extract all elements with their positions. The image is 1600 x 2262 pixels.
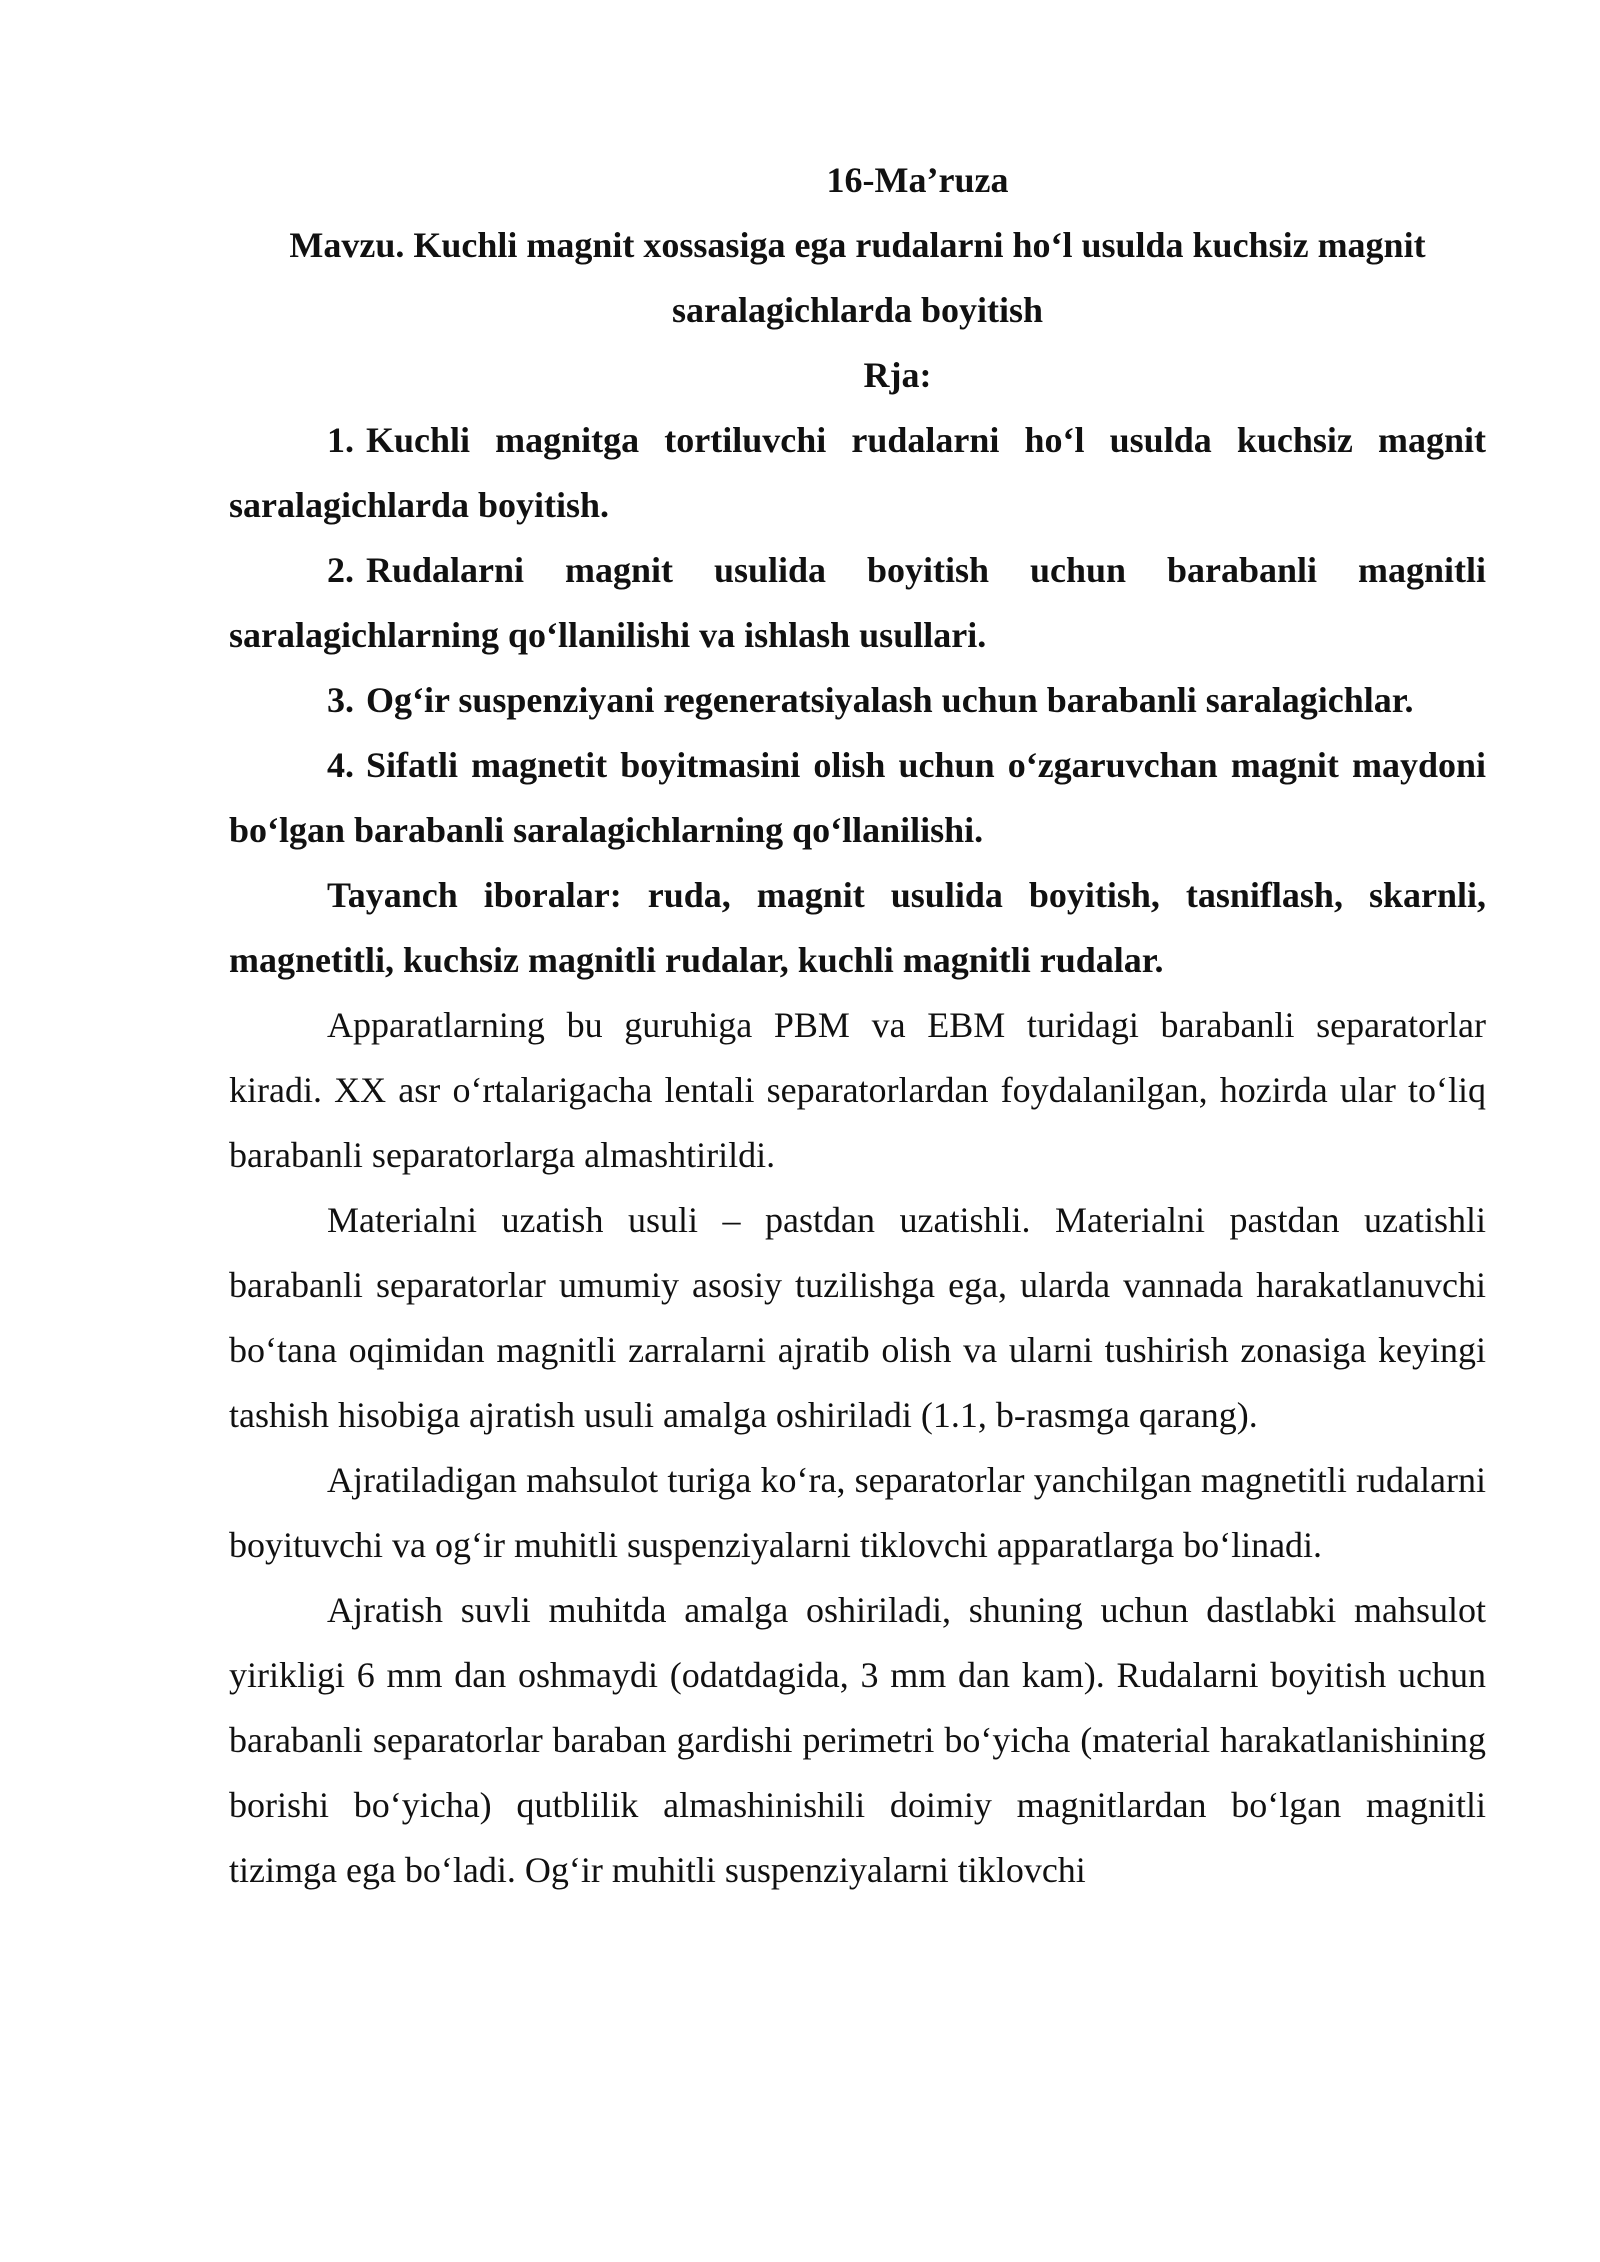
plan-item-4-number: 4.: [327, 745, 354, 785]
plan-item-1-text: Kuchli magnitga tortiluvchi rudalarni ho‘l usulda kuchsiz magnit saralagichlarda boyitish.: [229, 420, 1486, 525]
document-body: [229, 148, 1486, 1903]
body-paragraph-1: Apparatlarning bu guruhiga PBM va EBM turidagi barabanli separatorlar kiradi. XX asr o‘rtalarigacha lentali separatorlardan foydalanilgan, hozirda ular to‘liq barabanli separatorlarga almashtirildi.: [229, 1005, 1486, 1175]
plan-item-2-text: Rudalarni magnit usulida boyitish uchun barabanli magnitli saralagichlarning qo‘llanilishi va ishlash usullari.: [229, 550, 1486, 655]
plan-label: Rja:: [863, 355, 932, 395]
plan-item-2-number: 2.: [327, 550, 354, 590]
plan-item-3-number: 3.: [327, 680, 354, 720]
body-paragraph-4: Ajratish suvli muhitda amalga oshiriladi, shuning uchun dastlabki mahsulot yirikligi 6 mm dan oshmaydi (odatdagida, 3 mm dan kam). Rudalarni boyitish uchun barabanli separatorlar baraban gardishi perimetri bo‘yicha (material harakatlanishining borishi bo‘yicha) qutblilik almashinishili doimiy magnitlardan bo‘lgan magnitli tizimga ega bo‘ladi. Og‘ir muhitli suspenziyalarni tiklovchi: [229, 1590, 1486, 1890]
keywords-text: ruda, magnit usulida boyitish, tasniflash, skarnli, magnetitli, kuchsiz magnitli rudalar, kuchli magnitli rudalar.: [229, 875, 1487, 980]
keywords-label: Tayanch iboralar:: [327, 875, 622, 915]
plan-item-2: [229, 538, 1486, 668]
keywords-paragraph: [229, 863, 1486, 993]
plan-item-4-text: Sifatli magnetit boyitmasini olish uchun o‘zgaruvchan magnit maydoni bo‘lgan barabanli saralagichlarning qo‘llanilishi.: [229, 745, 1486, 850]
plan-item-1: [229, 408, 1486, 538]
lecture-topic: Mavzu. Kuchli magnit xossasiga ega rudalarni ho‘l usulda kuchsiz magnit saralagichlarda boyitish: [289, 225, 1426, 330]
lecture-number-title: 16-Ma’ruza: [826, 160, 1009, 200]
plan-item-4: [229, 733, 1486, 863]
plan-item-3: [229, 668, 1486, 733]
body-paragraph-3: Ajratiladigan mahsulot turiga ko‘ra, separatorlar yanchilgan magnetitli rudalarni boyituvchi va og‘ir muhitli suspenziyalarni tiklovchi apparatlarga bo‘linadi.: [229, 1460, 1486, 1565]
plan-item-1-number: 1.: [327, 420, 354, 460]
body-paragraph-2: Materialni uzatish usuli – pastdan uzatishli. Materialni pastdan uzatishli barabanli separatorlar umumiy asosiy tuzilishga ega, ularda vannada harakatlanuvchi bo‘tana oqimidan magnitli zarralarni ajratib olish va ularni tushirish zonasiga keyingi tashish hisobiga ajratish usuli amalga oshiriladi (1.1, b-rasmga qarang).: [229, 1200, 1486, 1435]
plan-item-3-text: Og‘ir suspenziyani regeneratsiyalash uchun barabanli saralagichlar.: [366, 680, 1414, 720]
